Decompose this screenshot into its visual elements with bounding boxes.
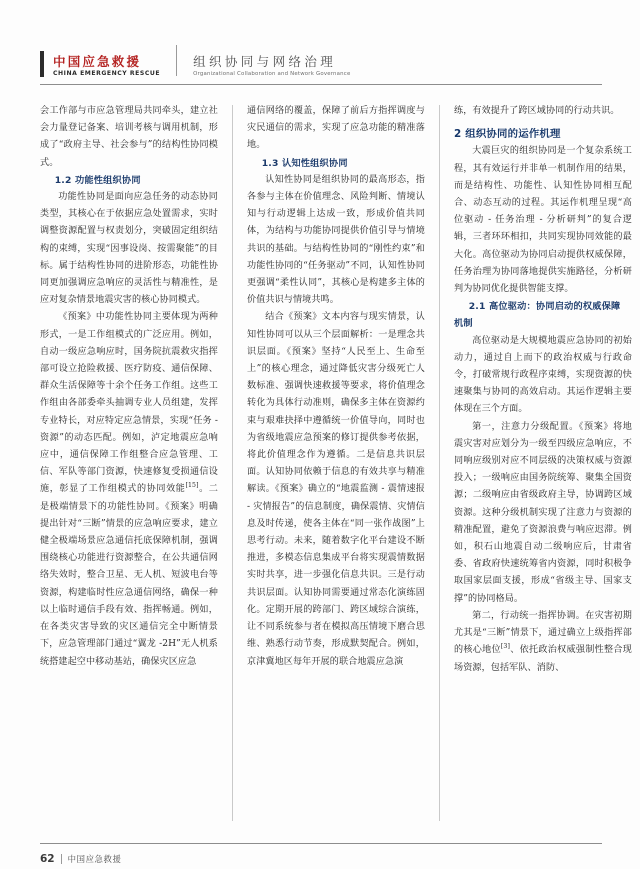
column-divider — [232, 105, 233, 821]
subheading-1-3: 1.3 认知性组织协同 — [261, 157, 348, 169]
paragraph-part: 。二是极端情景下的功能性协同。《预案》明确提出针对“三断”情景的应急响应要求，建立健全极端场景应急通信托底保障机制，强调围绕核心功能进行资源整合，在公共通信网络失效时，整合卫星、无人机、短波电台等资源，构建临时性应急通信网络，确保一种以上临时通信手段有效、指挥畅通。例如，在各类灾害导致的灾区通信完全中断情景下，应急管理部门通过“翼龙 -2H”无人机系统搭建起空中移动基站，确保灾区应急 — [40, 484, 218, 667]
section-brand — [193, 55, 350, 78]
subheading-1-2: 1.2 功能性组织协同 — [54, 174, 141, 186]
footer-journal-title: 中国应急救援 — [67, 854, 122, 864]
paragraph-part: 第二，行动统一指挥协调。在灾害初期尤其是“三断”情景下，通过确立上级指挥部的核心地位 — [454, 610, 632, 656]
running-head — [40, 44, 602, 78]
paragraph: 大震巨灾的组织协同是一个复杂系统工程，其有效运行并非单一机制作用的结果，而是结构性、功能性、认知性协同相互配合、动态互动的过程。其运作机理呈现“高位驱动 - 任务治理 - 分析研判”的复合逻辑，三者环环相扣，共同实现协同效能的最大化。高位驱动为协同启动提供权威保障，任务治理为协同落地提供实施路径，分析研判为协同优化提供智能支撑。 — [454, 146, 632, 295]
page-footer — [40, 849, 602, 869]
subheading-2-1-cont: 机制 — [454, 318, 473, 330]
paragraph-part: 、依托政治权威强制性整合现场资源，包括军队、消防、 — [454, 645, 632, 673]
body-columns — [40, 103, 632, 835]
paragraph: 练，有效提升了跨区域协同的行动共识。 — [454, 106, 620, 116]
paragraph: 第一，注意力分级配置。《预案》将地震灾害对应划分为一级至四级应急响应，不同响应级别对应不同层级的决策权威与资源投入；一级响应由国务院统筹、聚集全国资源；二级响应由省级政府主导，协调跨区域资源。这种分级机制实现了注意力与资源的精准配置，避免了资源浪费与响应迟滞。例如，积石山地震自动二级响应后，甘肃省委、省政府快速统筹省内资源，同时积极争取国家层面支援，形成“省级主导、国家支撑”的协同格局。 — [454, 421, 632, 604]
section-title-en: Organizational Collaboration and Network Governance — [193, 70, 351, 77]
footer-rule — [40, 843, 602, 844]
journal-title-cn: 中国应急救援 — [53, 53, 142, 69]
column-divider — [439, 105, 440, 821]
journal-title-en: CHINA EMERGENCY RESCUE — [53, 70, 161, 78]
paragraph: 认知性协同是组织协同的最高形态，指各参与主体在价值理念、风险判断、情境认知与行动逻辑上达成一致，形成价值共同体，为结构与功能协同提供价值引导与情境共识的基础。与结构性协同的“刚性约束”和功能性协同的“任务驱动”不同，认知性协同更强调“柔性认同”，其核心是构建多主体的价值共识与情境共鸣。 — [247, 174, 425, 306]
heading-section-2: 2 组织协同的运作机理 — [454, 128, 561, 141]
paragraph: 高位驱动是大规模地震应急协同的初始动力，通过自上而下的政治权威与行政命令，打破常规行政程序束缚，实现资源的快速聚集与协同的高效启动。其运作逻辑主要体现在三个方面。 — [454, 335, 632, 415]
column-middle — [247, 103, 425, 835]
section-title-cn: 组织协同与网络治理 — [193, 53, 337, 69]
page-number: 62 — [40, 853, 55, 865]
reference-marker: [3] — [500, 643, 510, 651]
header-divider — [176, 45, 177, 76]
paragraph: 会工作部与市应急管理局共同牵头，建立社会力量登记备案、培训考核与调用机制，形成了“政府主导、社会参与”的结构性协同模式。 — [40, 106, 218, 168]
paragraph: 结合《预案》文本内容与现实情景，认知性协同可以从三个层面解析：一是理念共识层面。《预案》坚持“人民至上、生命至上”的核心理念，通过降低灾害分级死亡人数标准、强调快速救援等要求，将价值理念转化为具体行动准则，确保多主体在资源约束与艰难抉择中遵循统一价值导向，同时也为省级地震应急预案的修订提供参考依据，将此价值理念作为遵循。二是信息共识层面。认知协同依赖于信息的有效共享与精准解读。《预案》确立的“地震监测 - 震情速报 - 灾情报告”的信息制度，确保震情、灾情信息及时传递，使各主体在“同一张作战图”上思考行动。未来，随着数字化平台建设不断推进，多模态信息集成平台将实现震情数据实时共享，进一步强化信息共识。三是行动共识层面。认知协同需要通过常态化演练固化。定期开展的跨部门、跨区域综合演练，让不同系统参与者在模拟高压情境下磨合思维、熟悉行动节奏，形成默契配合。例如，京津冀地区每年开展的联合地震应急演 — [247, 312, 425, 667]
paragraph — [40, 309, 218, 670]
paragraph-part: 《预案》中功能性协同主要体现为两种形式，一是工作组模式的广泛应用。例如，自动一级应急响应时，国务院抗震救灾指挥部可设立抢险救援、医疗防疫、通信保障、群众生活保障等十余个任务工作组。这些工作组由各部委牵头抽调专业人员组建，发挥专业特长，对应特定应急情景，实现“任务 - 资源”的动态匹配。例如，泸定地震应急响应中，通信保障工作组整合应急管理、工信、军队等部门资源，快速修复受损通信设施，彰显了工作组模式的协同效能 — [40, 312, 218, 495]
paragraph: 通信网络的覆盖，保障了前后方指挥调度与灾民通信的需求，实现了应急功能的精准落地。 — [247, 106, 425, 151]
paragraph — [454, 608, 632, 677]
paragraph: 功能性协同是面向应急任务的动态协同类型，其核心在于依据应急处置需求，实时调整资源配置与权责划分，突破固定组织结构的束缚，实现“因事设岗、按需聚能”的目标。属于结构性协同的进阶形态，功能性协同更加强调应急响应的灵活性与精准性，是应对复杂情景地震灾害的核心协同模式。 — [40, 192, 218, 306]
reference-marker: [15] — [185, 482, 199, 490]
column-left — [40, 103, 218, 835]
subheading-2-1: 2.1 高位驱动：协同启动的权威保障 — [468, 301, 621, 313]
header-rule — [40, 84, 602, 85]
journal-brand — [53, 55, 160, 78]
footer-divider — [61, 854, 62, 864]
column-right — [454, 103, 632, 835]
brand-accent-bar — [40, 51, 44, 77]
